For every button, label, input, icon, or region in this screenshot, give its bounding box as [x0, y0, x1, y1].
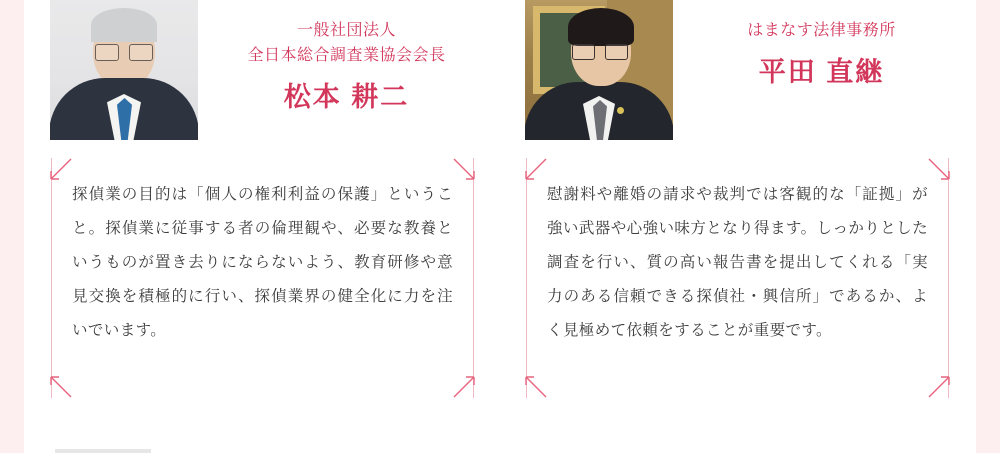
corner-ornament-bottom-left: [50, 376, 72, 398]
lawyer-badge-icon: [617, 107, 624, 114]
card-titles-1: [198, 0, 475, 114]
org-line-1a: 一般社団法人: [296, 22, 396, 39]
testimonial-card-1: [50, 0, 475, 398]
comment-box-1: [50, 158, 475, 398]
comment-text-2: 慰謝料や離婚の請求や裁判では客観的な「証拠」が強い武器や心強い味方となり得ます。しっかりとした調査を行い、質の高い報告書を提出してくれる「実力のある信頼できる探偵社・興信所」であるか、よく見極めて依頼をすることが重要です。: [547, 186, 928, 339]
decor-hair: [91, 8, 157, 42]
rule-right-2: [948, 158, 949, 398]
person-name-2: 平田 直継: [758, 57, 885, 87]
glasses-icon: [95, 44, 153, 59]
rule-right-1: [473, 158, 474, 398]
rule-left-2: [526, 158, 527, 398]
glasses-icon: [572, 44, 628, 58]
rule-left-1: [51, 158, 52, 398]
decor-hair: [568, 8, 634, 46]
card-header-2: [525, 0, 950, 140]
section-divider-stub: [55, 449, 151, 453]
portrait-matsumoto-photo: [50, 0, 198, 140]
corner-ornament-bottom-left: [525, 376, 547, 398]
corner-ornament-top-right: [453, 158, 475, 180]
comment-text-1: 探偵業の目的は「個人の権利利益の保護」ということ。探偵業に従事する者の倫理観や、必要な教養というものが置き去りにならないよう、教育研修や意見交換を積極的に行い、探偵業界の健全化に力を注いでいます。: [72, 186, 453, 339]
corner-ornament-bottom-right: [928, 376, 950, 398]
testimonial-card-2: [525, 0, 950, 398]
card-header-1: [50, 0, 475, 140]
org-line-2a: はまなす法律事務所: [747, 22, 896, 39]
comment-box-2: [525, 158, 950, 398]
corner-ornament-top-left: [50, 158, 72, 180]
card-titles-2: [673, 0, 950, 89]
org-line-1b: 全日本総合調査業協会会長: [247, 47, 446, 64]
corner-ornament-top-right: [928, 158, 950, 180]
corner-ornament-top-left: [525, 158, 547, 180]
person-name-1: 松本 耕二: [283, 82, 410, 112]
corner-ornament-bottom-right: [453, 376, 475, 398]
portrait-hirata-photo: [525, 0, 673, 140]
